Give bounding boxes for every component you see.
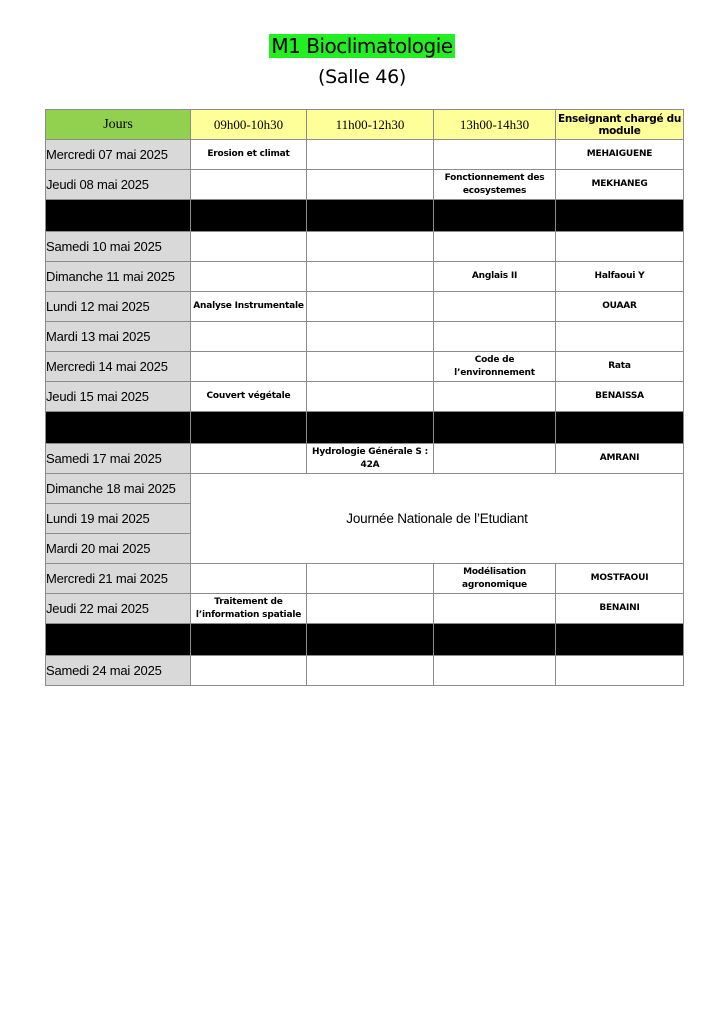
table-row <box>46 594 684 624</box>
slot1-cell: Traitement de l’information spatiale <box>191 594 307 624</box>
slot3-cell: Modélisation agronomique <box>434 564 556 594</box>
day-cell: Lundi 19 mai 2025 <box>46 504 191 534</box>
slot2-cell <box>307 232 434 262</box>
slot3-cell <box>434 444 556 474</box>
slot1-cell <box>191 352 307 382</box>
teacher-cell: MEHAIGUENE <box>556 140 684 170</box>
slot1-cell <box>191 564 307 594</box>
day-cell: Mercredi 14 mai 2025 <box>46 352 191 382</box>
day-cell: Dimanche 11 mai 2025 <box>46 262 191 292</box>
slot2-cell <box>307 382 434 412</box>
slot2-cell <box>307 140 434 170</box>
table-row <box>46 322 684 352</box>
separator-cell <box>46 412 191 444</box>
table-row <box>46 292 684 322</box>
slot1-cell: Analyse Instrumentale <box>191 292 307 322</box>
slot1-cell <box>191 444 307 474</box>
separator-cell <box>307 624 434 656</box>
table-row <box>46 140 684 170</box>
slot2-cell <box>307 564 434 594</box>
slot2-cell <box>307 656 434 686</box>
day-cell: Mardi 13 mai 2025 <box>46 322 191 352</box>
slot3-cell <box>434 382 556 412</box>
slot1-cell: Erosion et climat <box>191 140 307 170</box>
header-slot2: 11h00-12h30 <box>307 110 434 140</box>
separator-cell <box>307 412 434 444</box>
day-cell: Dimanche 18 mai 2025 <box>46 474 191 504</box>
separator-cell <box>434 624 556 656</box>
table-row <box>46 262 684 292</box>
separator-cell <box>191 200 307 232</box>
slot2-cell <box>307 262 434 292</box>
slot3-cell <box>434 656 556 686</box>
teacher-cell: OUAAR <box>556 292 684 322</box>
table-row <box>46 352 684 382</box>
slot1-cell: Couvert végétale <box>191 382 307 412</box>
day-cell: Mardi 20 mai 2025 <box>46 534 191 564</box>
header-teacher: Enseignant chargé du module <box>556 110 684 140</box>
separator-row <box>46 412 684 444</box>
slot2-cell <box>307 352 434 382</box>
slot2-cell <box>307 170 434 200</box>
slot3-cell <box>434 594 556 624</box>
teacher-cell <box>556 656 684 686</box>
separator-row <box>46 624 684 656</box>
slot3-cell: Anglais II <box>434 262 556 292</box>
separator-cell <box>556 200 684 232</box>
day-cell: Mercredi 21 mai 2025 <box>46 564 191 594</box>
header-slot1: 09h00-10h30 <box>191 110 307 140</box>
table-row <box>46 232 684 262</box>
day-cell: Lundi 12 mai 2025 <box>46 292 191 322</box>
teacher-cell <box>556 232 684 262</box>
teacher-cell: BENAISSA <box>556 382 684 412</box>
day-cell: Jeudi 22 mai 2025 <box>46 594 191 624</box>
separator-row <box>46 200 684 232</box>
day-cell: Mercredi 07 mai 2025 <box>46 140 191 170</box>
slot3-cell <box>434 140 556 170</box>
teacher-cell <box>556 322 684 352</box>
teacher-cell: AMRANI <box>556 444 684 474</box>
slot1-cell <box>191 322 307 352</box>
table-row <box>46 564 684 594</box>
day-cell: Jeudi 15 mai 2025 <box>46 382 191 412</box>
separator-cell <box>556 624 684 656</box>
separator-cell <box>191 412 307 444</box>
separator-cell <box>191 624 307 656</box>
slot2-cell: Hydrologie Générale S : 42A <box>307 444 434 474</box>
slot1-cell <box>191 656 307 686</box>
slot1-cell <box>191 232 307 262</box>
slot3-cell: Fonctionnement des ecosystemes <box>434 170 556 200</box>
day-cell: Jeudi 08 mai 2025 <box>46 170 191 200</box>
slot2-cell <box>307 292 434 322</box>
schedule-table <box>45 109 684 686</box>
slot3-cell <box>434 322 556 352</box>
header-row <box>46 110 684 140</box>
slot3-cell: Code de l’environnement <box>434 352 556 382</box>
teacher-cell: Rata <box>556 352 684 382</box>
separator-cell <box>307 200 434 232</box>
table-row <box>46 170 684 200</box>
table-row <box>46 474 684 504</box>
teacher-cell: MEKHANEG <box>556 170 684 200</box>
header-slot3: 13h00-14h30 <box>434 110 556 140</box>
holiday-cell: Journée Nationale de l’Etudiant <box>191 474 684 564</box>
slot3-cell <box>434 232 556 262</box>
separator-cell <box>46 200 191 232</box>
slot1-cell <box>191 170 307 200</box>
separator-cell <box>434 200 556 232</box>
slot3-cell <box>434 292 556 322</box>
room-subtitle: (Salle 46) <box>318 66 406 88</box>
page-title: M1 Bioclimatologie <box>271 34 453 58</box>
slot2-cell <box>307 594 434 624</box>
slot1-cell <box>191 262 307 292</box>
separator-cell <box>46 624 191 656</box>
separator-cell <box>434 412 556 444</box>
table-row <box>46 656 684 686</box>
slot2-cell <box>307 322 434 352</box>
header-days: Jours <box>46 110 191 140</box>
day-cell: Samedi 17 mai 2025 <box>46 444 191 474</box>
day-cell: Samedi 10 mai 2025 <box>46 232 191 262</box>
teacher-cell: Halfaoui Y <box>556 262 684 292</box>
teacher-cell: MOSTFAOUI <box>556 564 684 594</box>
day-cell: Samedi 24 mai 2025 <box>46 656 191 686</box>
separator-cell <box>556 412 684 444</box>
table-row <box>46 382 684 412</box>
teacher-cell: BENAINI <box>556 594 684 624</box>
table-row <box>46 444 684 474</box>
